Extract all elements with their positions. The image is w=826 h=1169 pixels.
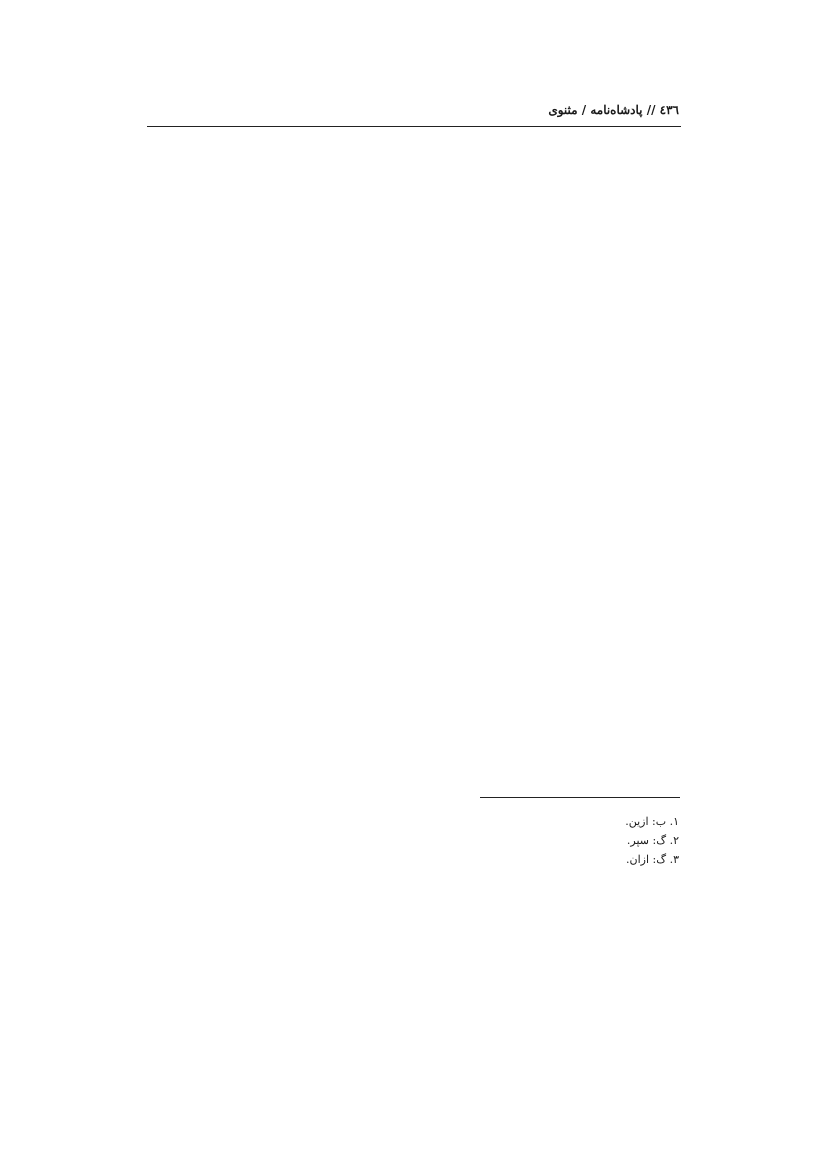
header-rule	[147, 126, 681, 127]
footnote-rule	[480, 797, 680, 798]
footnote: ۳. گ: ازان.	[626, 853, 679, 866]
footnotes	[625, 812, 679, 869]
footnote: ۲. گ: سپر.	[626, 834, 679, 847]
footnote: ۱. ب: ازین.	[625, 815, 679, 828]
running-head: ٤٣٦ // پادشاه‌نامه / مثنوی	[548, 103, 679, 117]
